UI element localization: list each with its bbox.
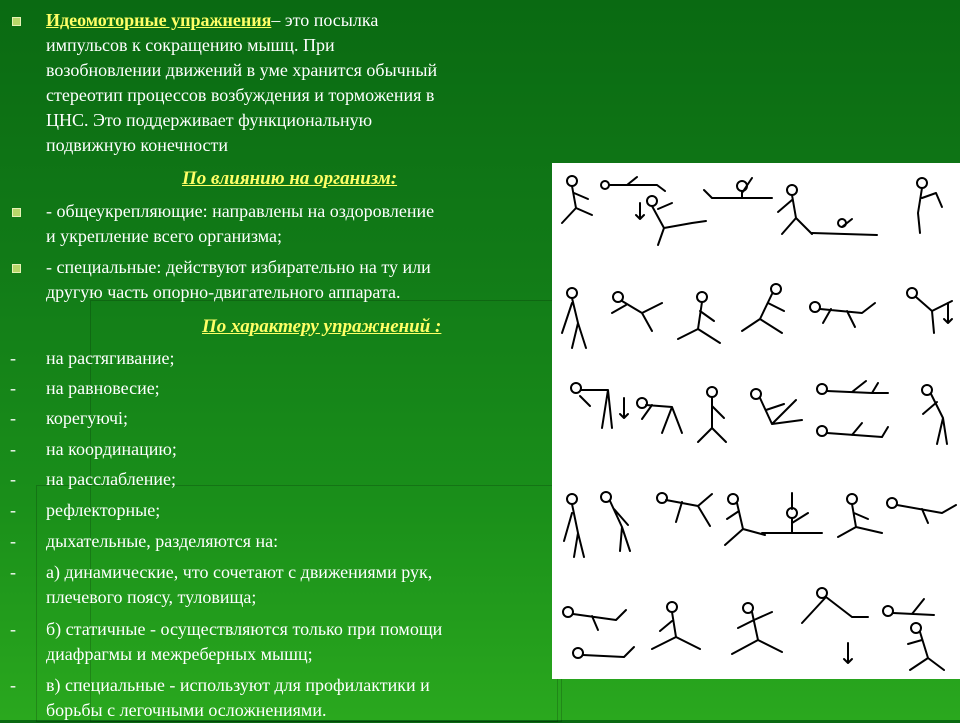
bullet-icon <box>12 264 21 273</box>
intro-line: Идеомоторные упражнения– это посылка <box>46 10 379 30</box>
dash-bullet: - <box>10 619 16 639</box>
intro-heading: Идеомоторные упражнения <box>46 10 272 30</box>
dash-bullet: - <box>10 439 16 459</box>
dash-bullet: - <box>10 562 16 582</box>
dash-bullet: - <box>10 531 16 551</box>
exercise-illustrations-image <box>552 163 960 679</box>
dash-bullet: - <box>10 469 16 489</box>
section2-title: По характеру упражнений : <box>202 316 442 337</box>
bullet-icon <box>12 208 21 217</box>
dash-bullet: - <box>10 500 16 520</box>
section1-title: По влиянию на организм: <box>182 168 398 189</box>
intro-line: возобновлении движений в уме хранится обычный <box>46 60 438 80</box>
intro-line: стереотип процессов возбуждения и торможения в <box>46 85 435 105</box>
exercise-figures <box>552 163 960 679</box>
dash-bullet: - <box>10 378 16 398</box>
intro-line: ЦНС. Это поддерживает функциональную <box>46 110 373 130</box>
dash-bullet: - <box>10 675 16 695</box>
intro-line: импульсов к сокращению мышц. При <box>46 35 335 55</box>
bullet-icon <box>12 17 21 26</box>
intro-line: подвижную конечности <box>46 135 229 155</box>
dash-bullet: - <box>10 348 16 368</box>
dash-bullet: - <box>10 408 16 428</box>
